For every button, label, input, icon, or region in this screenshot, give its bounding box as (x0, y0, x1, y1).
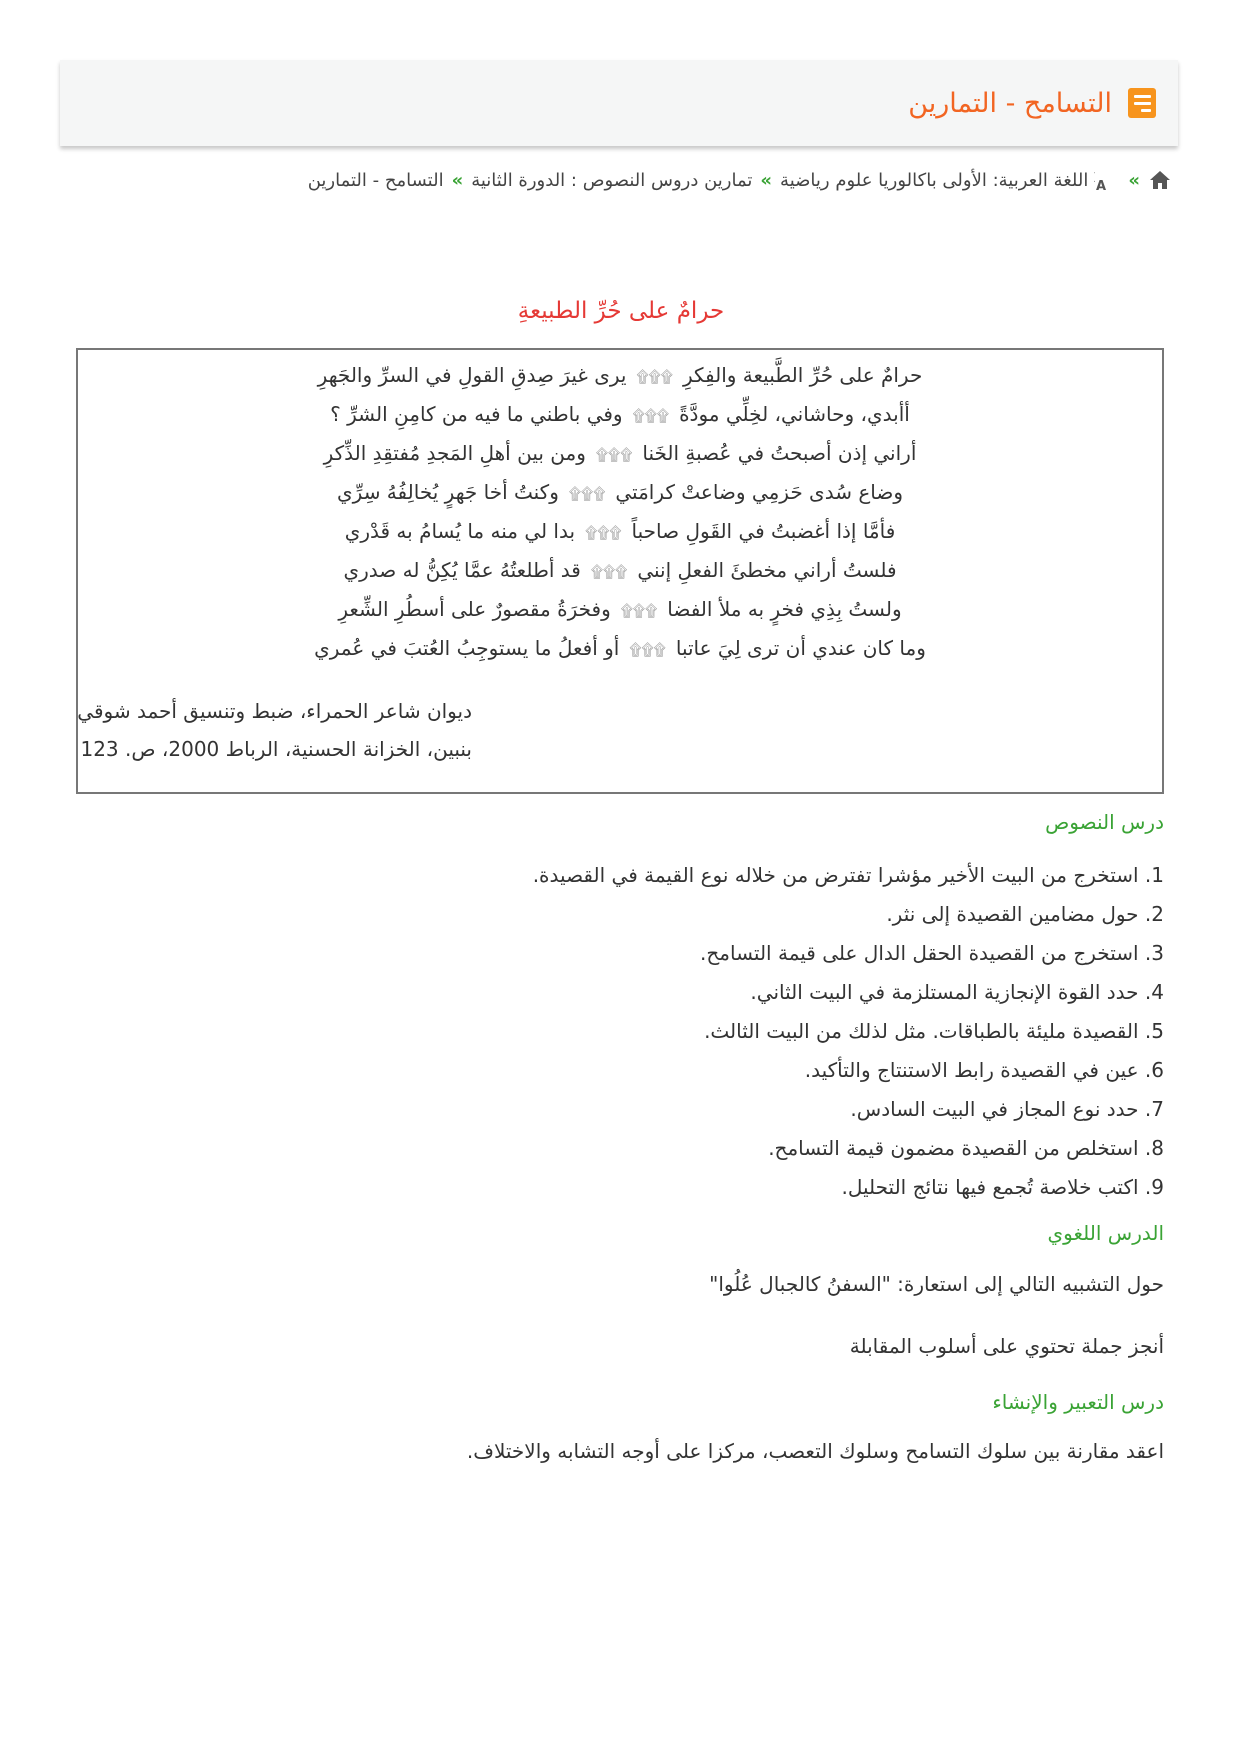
list-item: 9. اكتب خلاصة تُجمع فيها نتائج التحليل. (841, 1175, 1164, 1199)
poem-verse: أراني إذن أصبحتُ في عُصبةِ الخَنا۩۩۩ومن بين أهلِ المَجدِ مُفتقِدِ الذِّكرِ (323, 441, 917, 465)
source-line: بنبين، الخزانة الحسنية، الرباط 2000، ص. 123 (80, 737, 472, 761)
section-heading-language: الدرس اللغوي (1047, 1221, 1164, 1245)
list-item: 1. استخرج من البيت الأخير مؤشرا تفترض من خلاله نوع القيمة في القصيدة. (532, 863, 1164, 887)
list-item: 5. القصيدة مليئة بالطباقات. مثل لذلك من البيت الثالث. (704, 1019, 1164, 1043)
poem-source (77, 692, 472, 768)
page-header (60, 60, 1178, 146)
poem-title: حرامٌ على حُرِّ الطبيعةِ (517, 298, 725, 324)
breadcrumb-separator: » (451, 169, 464, 191)
breadcrumb-item-course[interactable]: اللغة العربية: الأولى باكالوريا علوم رياضية (780, 169, 1089, 191)
poem-verse: فأمَّا إذا أغضبتُ في القَولِ صاحباً۩۩۩بدا لي منه ما يُسامُ به قَدْري (344, 519, 896, 543)
verse-separator: ۩۩۩ (636, 367, 673, 386)
poem-verse: ولستُ بِذِي فخرٍ به ملأ الفضا۩۩۩وفخرَةُ مقصورٌ على أسطُرِ الشِّعرِ (338, 597, 902, 621)
list-item: 3. استخرج من القصيدة الحقل الدال على قيمة التسامح. (700, 941, 1164, 965)
verse-separator: ۩۩۩ (585, 523, 622, 542)
list-item: 2. حول مضامين القصيدة إلى نثر. (886, 902, 1164, 926)
verse-separator: ۩۩۩ (568, 484, 606, 503)
writing-question: اعقد مقارنة بين سلوك التسامح وسلوك التعصب، مركزا على أوجه التشابه والاختلاف. (466, 1439, 1164, 1463)
poem-verse: حرامٌ على حُرِّ الطَّبيعة والفِكرِ۩۩۩يرى غيرَ صِدقِ القولِ في السرِّ والجَهرِ (317, 363, 923, 387)
poem-box (76, 348, 1164, 794)
home-icon[interactable] (1148, 169, 1172, 191)
verse-separator: ۩۩۩ (632, 406, 670, 425)
verse-separator: ۩۩۩ (629, 640, 666, 659)
svg-text:文 (1094, 169, 1095, 185)
translate-icon (1094, 168, 1120, 192)
poem-verse: فلستُ أراني مخطئَ الفعلِ إنني۩۩۩قد أطلعتُهُ عمَّا يُكِنُّ له صدري (343, 558, 897, 582)
list-item: 7. حدد نوع المجاز في البيت السادس. (850, 1097, 1164, 1121)
breadcrumb-separator: » (760, 169, 773, 191)
poem-verse: وما كان عندي أن ترى لِيَ عاتبا۩۩۩أو أفعلُ ما يستوجِبُ العُتبَ في عُمري (314, 636, 926, 660)
section-heading-texts: درس النصوص (1045, 810, 1164, 834)
poem-verse: أأبدي، وحاشاني، لخِلِّي مودَّةً۩۩۩وفي باطني ما فيه من كامِنِ الشرِّ ؟ (330, 402, 910, 426)
language-question: أنجز جملة تحتوي على أسلوب المقابلة (849, 1334, 1164, 1358)
breadcrumb-item-exercises[interactable]: تمارين دروس النصوص : الدورة الثانية (471, 169, 753, 191)
document-icon (1128, 88, 1156, 118)
source-line: ديوان شاعر الحمراء، ضبط وتنسيق أحمد شوقي (77, 699, 472, 723)
language-question: حول التشبيه التالي إلى استعارة: "السفنُ كالجبال عُلُوا" (709, 1272, 1164, 1296)
exercise-list (533, 856, 1164, 1207)
svg-text:A: A (1096, 179, 1107, 192)
section-heading-writing: درس التعبير والإنشاء (992, 1390, 1164, 1414)
breadcrumb-separator: » (1128, 169, 1140, 191)
breadcrumb (308, 168, 1172, 192)
poem-verse: وضاع سُدى حَزمِي وضاعتْ كرامَتي۩۩۩وكنتُ أخا جَهرٍ يُخالِفُهُ سِرِّي (337, 480, 903, 504)
verse-separator: ۩۩۩ (590, 562, 628, 581)
breadcrumb-item-current: التسامح - التمارين (307, 169, 444, 191)
page-title: التسامح - التمارين (908, 87, 1112, 119)
list-item: 8. استخلص من القصيدة مضمون قيمة التسامح. (768, 1136, 1164, 1160)
list-item: 4. حدد القوة الإنجازية المستلزمة في البيت الثاني. (750, 980, 1164, 1004)
list-item: 6. عين في القصيدة رابط الاستنتاج والتأكيد. (804, 1058, 1164, 1082)
poem-verses (78, 356, 1162, 668)
verse-separator: ۩۩۩ (620, 601, 658, 620)
verse-separator: ۩۩۩ (595, 445, 633, 464)
